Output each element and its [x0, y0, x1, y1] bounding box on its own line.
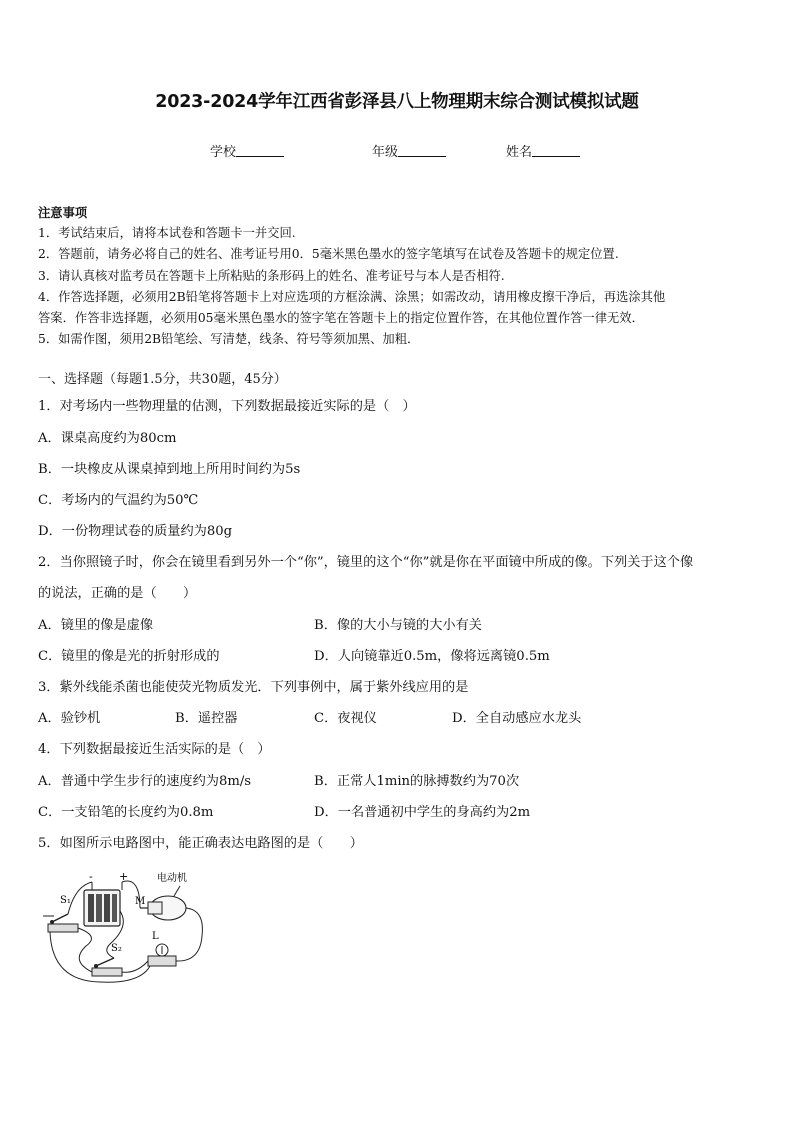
question-1-stem: 1．对考场内一些物理量的估测，下列数据最接近实际的是（ ）	[38, 399, 416, 414]
q4-option-d: D．一名普通初中学生的身高约为2m	[314, 805, 531, 820]
battery-pack	[84, 882, 122, 926]
switch-s1	[43, 914, 78, 932]
q1-option-d: D．一份物理试卷的质量约为80g	[38, 524, 233, 539]
q4-option-c: C．一支铅笔的长度约为0.8m	[38, 805, 214, 820]
switch-s2-label: S₂	[111, 943, 122, 954]
switch-s2	[92, 958, 122, 976]
page-title: 2023-2024学年江西省彭泽县八上物理期末综合测试模拟试题	[155, 92, 639, 112]
motor-m-label: M	[135, 896, 146, 907]
q4-option-a: A．普通中学生步行的速度约为8m/s	[38, 774, 252, 789]
q3-option-c: C．夜视仪	[314, 711, 377, 726]
grade-label: 年级	[372, 145, 399, 160]
notice-block	[38, 202, 758, 350]
question-2-stem: 2．当你照镜子时，你会在镜里看到另外一个“你”，镜里的这个“你”就是你在平面镜中所成的像。下列关于这个像	[38, 555, 694, 570]
notice-heading: 注意事项	[38, 205, 88, 220]
q2-option-d: D．人向镜靠近0.5m，像将远离镜0.5m	[314, 649, 550, 664]
q4-option-b: B．正常人1min的脉搏数约为70次	[314, 774, 520, 789]
q2-option-a: A．镜里的像是虚像	[38, 618, 154, 633]
section-heading: 一、选择题（每题1.5分，共30题，45分）	[38, 372, 287, 387]
name-label: 姓名	[506, 145, 533, 160]
notice-item: 2．答题前，请务必将自己的姓名、准考证号用0．5毫米黑色墨水的签字笔填写在试卷及答题卡的规定位置.	[38, 247, 619, 262]
question-4-stem: 4．下列数据最接近生活实际的是（ ）	[38, 742, 271, 757]
battery-minus-label: -	[89, 870, 93, 883]
question-5-stem: 5．如图所示电路图中，能正确表达电路图的是（ ）	[38, 836, 363, 851]
notice-item: 1．考试结束后，请将本试卷和答题卡一并交回.	[38, 226, 296, 241]
q1-option-b: B．一块橡皮从课桌掉到地上所用时间约为5s	[38, 462, 301, 477]
motor-symbol	[140, 886, 186, 920]
battery-plus-label: +	[119, 870, 129, 883]
q3-option-d: D．全自动感应水龙头	[452, 711, 582, 726]
question-3-stem: 3．紫外线能杀菌也能使荧光物质发光．下列事例中，属于紫外线应用的是	[38, 680, 469, 695]
grade-blank	[398, 144, 446, 157]
notice-item: 答案．作答非选择题，必须用05毫米黑色墨水的签字笔在答题卡上的指定位置作答，在其他位置作答一律无效．	[38, 311, 644, 326]
school-field	[210, 141, 284, 160]
lamp-symbol	[148, 944, 176, 966]
notice-item: 3．请认真核对监考员在答题卡上所粘贴的条形码上的姓名、准考证号与本人是否相符.	[38, 268, 505, 283]
motor-label: 电动机	[157, 873, 187, 884]
name-field	[506, 141, 580, 160]
school-blank	[236, 144, 284, 157]
school-label: 学校	[210, 145, 237, 160]
notice-item: 4．作答选择题，必须用2B铅笔将答题卡上对应选项的方框涂满、涂黑；如需改动，请用橡皮擦干净后，再选涂其他	[38, 289, 666, 304]
q3-option-a: A．验钞机	[38, 711, 101, 726]
circuit-diagram	[40, 866, 210, 988]
name-blank	[532, 144, 580, 157]
q1-option-a: A．课桌高度约为80cm	[38, 431, 177, 446]
q1-option-c: C．考场内的气温约为50℃	[38, 493, 199, 508]
switch-s1-label: S₁	[60, 895, 71, 906]
q2-option-c: C．镜里的像是光的折射形成的	[38, 649, 220, 664]
q2-option-b: B．像的大小与镜的大小有关	[314, 618, 482, 633]
question-2-stem-cont: 的说法，正确的是（ ）	[38, 586, 197, 601]
notice-item: 5．如需作图，须用2B铅笔绘、写清楚，线条、符号等须加黑、加粗．	[38, 332, 420, 347]
lamp-l-label: L	[152, 931, 159, 942]
q3-option-b: B．遥控器	[175, 711, 238, 726]
grade-field	[372, 141, 446, 160]
